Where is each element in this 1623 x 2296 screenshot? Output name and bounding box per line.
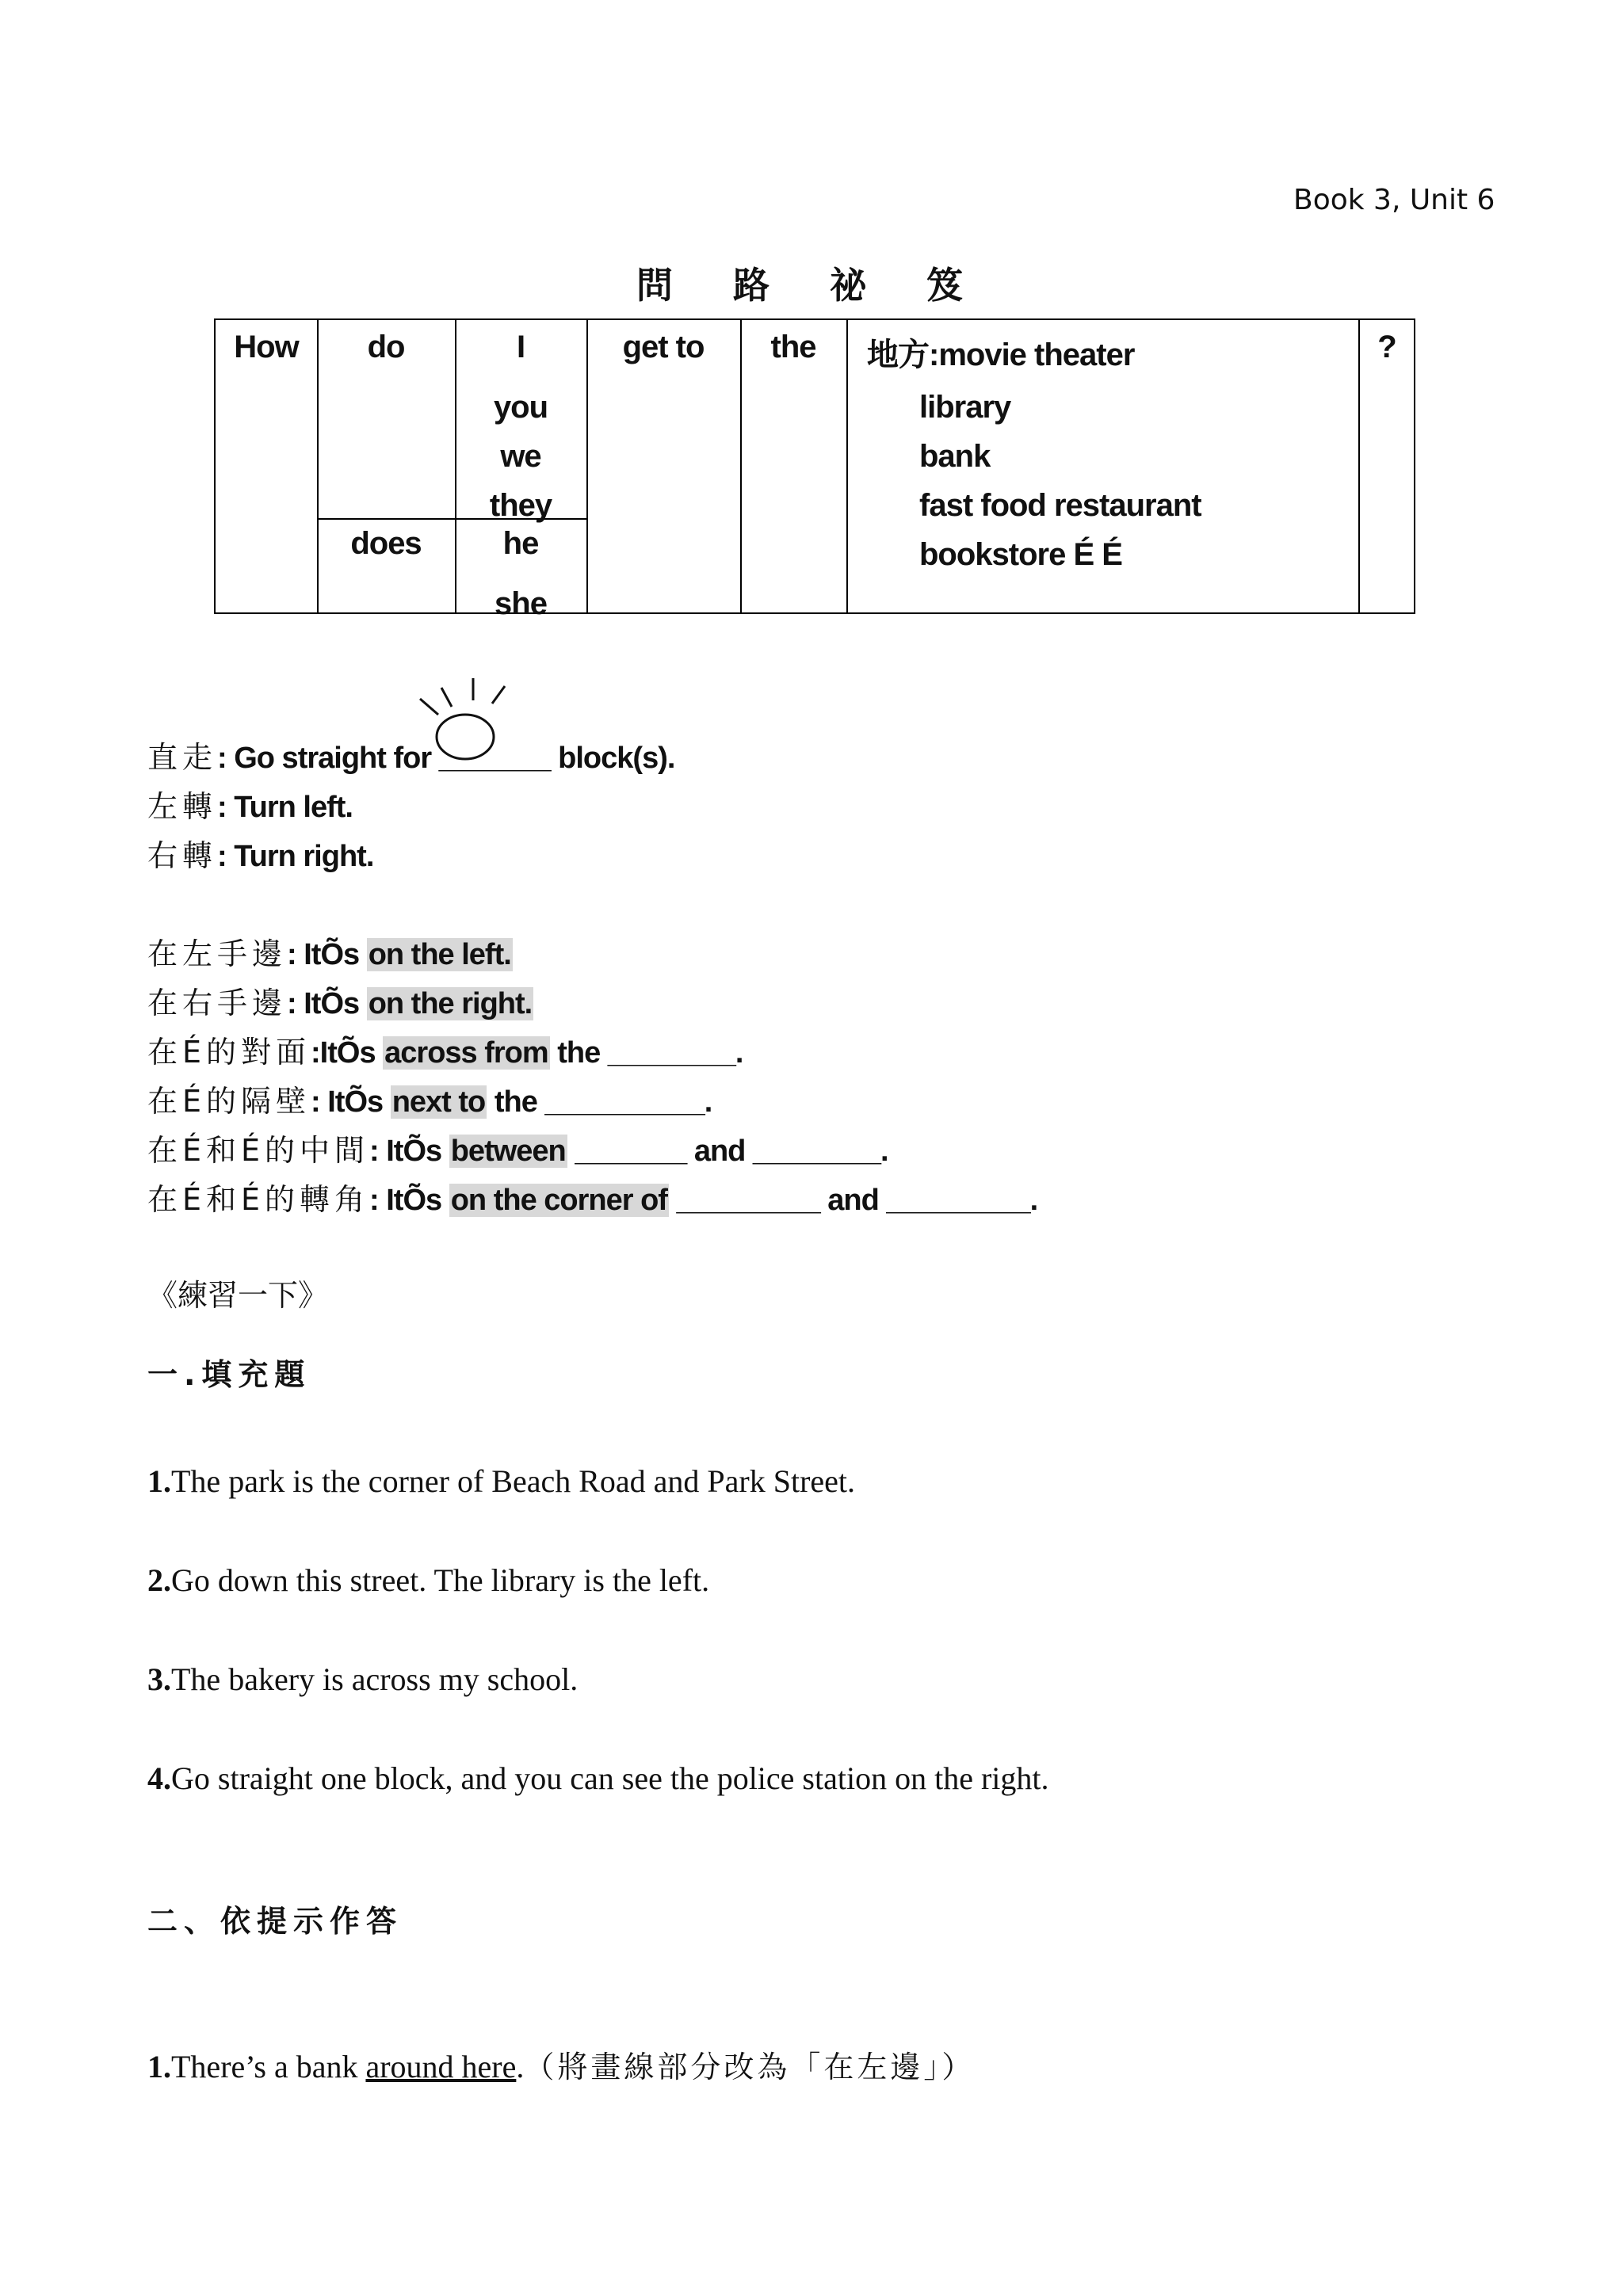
item-text: Go straight one block, and you can see the police station on the right. [171, 1760, 1049, 1796]
pronoun-we: we [500, 439, 541, 474]
item-text: Go down this street. The library is the left. [171, 1562, 710, 1598]
direction-zh: 左轉 [147, 789, 218, 824]
location-zh: 在右手邊 [147, 986, 288, 1020]
location-zh: 在É的對面 [147, 1035, 311, 1070]
location-highlight: across from [384, 1036, 548, 1070]
location-highlight: next to [391, 1085, 486, 1119]
item-text: There’s a bank [171, 2049, 366, 2084]
pronoun-you: you [493, 390, 548, 425]
location-post: the __________. [487, 1085, 712, 1119]
pronoun-he: he [502, 526, 539, 561]
table-divider [317, 320, 319, 612]
pronoun-i: I [516, 330, 525, 364]
location-pre: : ItÕs [287, 938, 367, 971]
location-pre: : ItÕs [369, 1135, 449, 1168]
place-library: library [919, 390, 1011, 425]
place-bookstore: bookstore É É [919, 537, 1122, 572]
table-divider [1358, 320, 1360, 612]
location-pre: : ItÕs [287, 987, 367, 1020]
location-pre: : ItÕs [369, 1184, 449, 1217]
page-title: 問 路 祕 笈 [636, 264, 987, 307]
location-highlight: between [450, 1135, 566, 1168]
item-text: The park is the corner of Beach Road and Park Street. [171, 1463, 856, 1499]
item-text: The bakery is across my school. [171, 1661, 579, 1697]
item-number: 4. [147, 1760, 171, 1796]
location-next-to [147, 1077, 712, 1120]
table-divider [846, 320, 848, 612]
table-divider [455, 320, 456, 612]
location-zh: 在左手邊 [147, 936, 288, 971]
direction-turn-right [147, 831, 373, 875]
item-number: 1. [147, 1463, 171, 1499]
table-cell-do: do [367, 330, 405, 364]
place-fast-food-restaurant: fast food restaurant [919, 488, 1201, 523]
table-cell-the: the [770, 330, 816, 364]
underlined-phrase: around here [365, 2049, 517, 2084]
location-pre: : ItÕs [311, 1085, 391, 1119]
table-divider [740, 320, 742, 612]
location-highlight: on the left. [368, 938, 511, 971]
location-zh: 在É和É的轉角 [147, 1182, 370, 1217]
table-divider [586, 320, 588, 612]
section-1-heading: 一.填充題 [147, 1357, 311, 1392]
location-zh: 在É的隔壁 [147, 1084, 311, 1119]
direction-zh: 右轉 [147, 838, 218, 873]
item-number: 3. [147, 1661, 171, 1697]
location-post: the ________. [549, 1036, 743, 1070]
location-on-the-right [147, 978, 533, 1022]
location-zh: 在É和É的中間 [147, 1133, 370, 1168]
location-post: _________ and _________. [668, 1184, 1038, 1217]
location-on-the-corner-of [147, 1175, 1037, 1219]
pronoun-they: they [489, 488, 552, 523]
pronoun-she: she [495, 586, 547, 621]
section-2-heading: 二、依提示作答 [147, 1904, 403, 1939]
location-on-the-left [147, 929, 513, 973]
location-highlight: on the right. [368, 987, 533, 1020]
location-post: _______ and ________. [567, 1135, 888, 1168]
book-unit-reference: Book 3, Unit 6 [1293, 184, 1495, 216]
table-cell-how: How [234, 330, 299, 364]
direction-turn-left [147, 782, 353, 826]
exercise-1-item [147, 1463, 855, 1500]
item-number: 1. [147, 2049, 171, 2084]
exercise-1-item [147, 1562, 709, 1599]
table-cell-get-to: get to [622, 330, 705, 364]
direction-en: : Turn right. [217, 840, 374, 873]
table-cell-question-mark: ? [1377, 330, 1396, 364]
direction-zh: 直走 [147, 740, 218, 775]
location-across-from [147, 1028, 743, 1071]
item-text: . [516, 2049, 525, 2084]
direction-go-straight [147, 733, 674, 776]
practice-heading: 《練習一下》 [147, 1278, 329, 1313]
location-between [147, 1126, 888, 1169]
location-pre: :ItÕs [311, 1036, 384, 1070]
exercise-1-item [147, 1760, 1049, 1797]
exercise-2-item [147, 2042, 975, 2086]
place-bank: bank [919, 439, 991, 474]
grammar-table [214, 318, 1415, 621]
item-number: 2. [147, 1562, 171, 1598]
direction-en: : Go straight for _______ block(s). [217, 742, 675, 775]
exercise-1-item [147, 1661, 578, 1698]
item-hint: （將畫線部分改為「在左邊」） [524, 2050, 976, 2084]
place-movie-theater: 地方:movie theater [867, 338, 1135, 372]
direction-en: : Turn left. [217, 791, 353, 824]
location-highlight: on the corner of [450, 1184, 667, 1217]
table-cell-does: does [350, 526, 422, 561]
